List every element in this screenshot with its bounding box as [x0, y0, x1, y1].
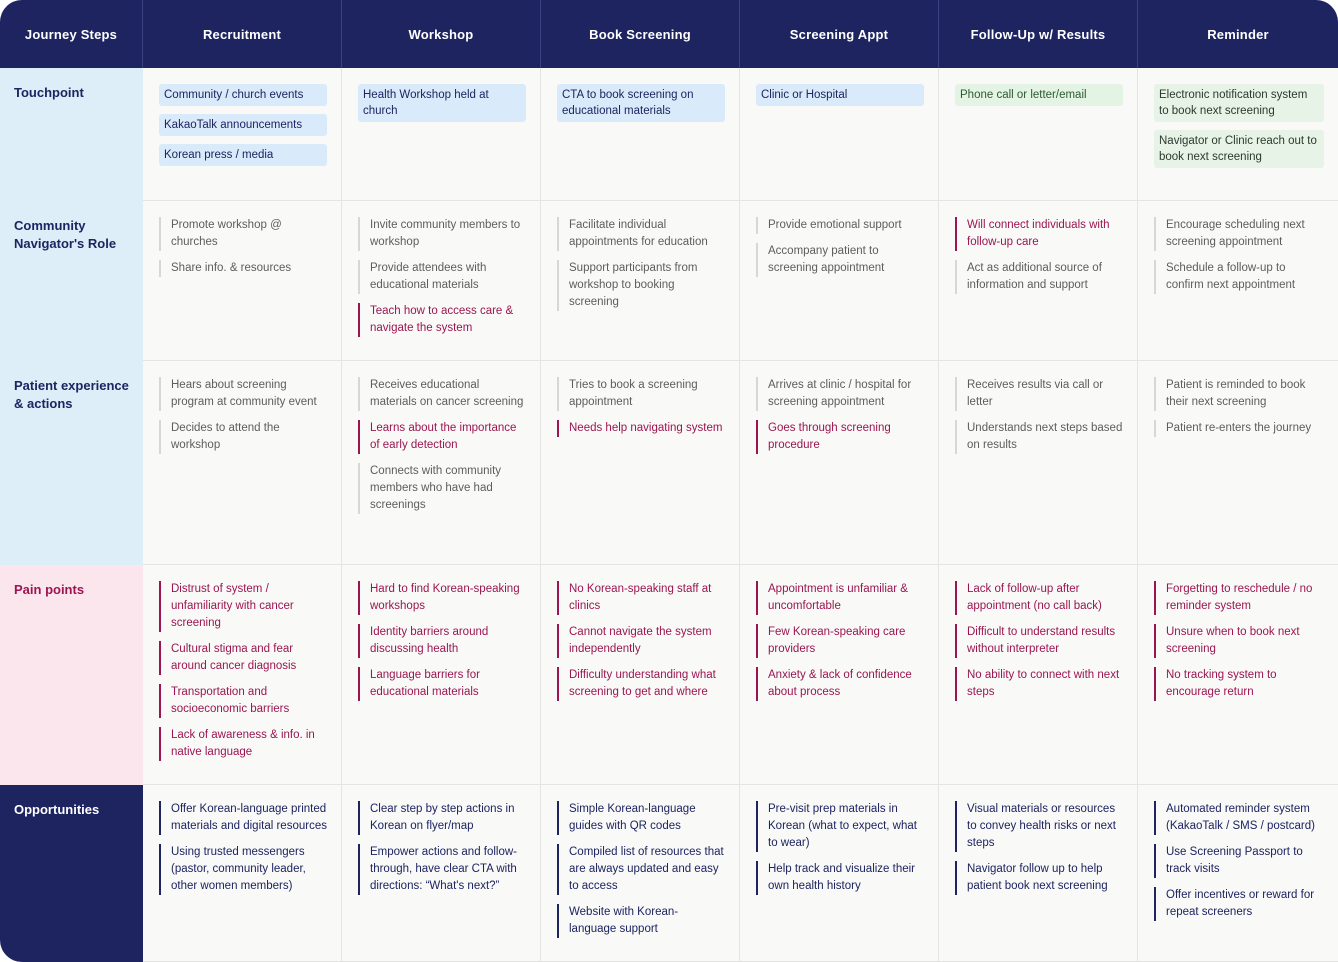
- navigator-note: Encourage scheduling next screening appointment: [1154, 217, 1324, 251]
- header-step-recruitment: Recruitment: [143, 0, 342, 68]
- pain-point: Forgetting to reschedule / no reminder system: [1154, 581, 1324, 615]
- patient-follow-up: [939, 361, 1138, 565]
- touchpoint-book-screening: [541, 68, 740, 201]
- patient-note: Tries to book a screening appointment: [557, 377, 725, 411]
- patient-note-highlight: Needs help navigating system: [557, 420, 725, 437]
- navigator-note: Schedule a follow-up to confirm next appointment: [1154, 260, 1324, 294]
- pain-point: Cultural stigma and fear around cancer diagnosis: [159, 641, 327, 675]
- patient-note: Patient is reminded to book their next screening: [1154, 377, 1324, 411]
- touchpoint-chip: KakaoTalk announcements: [159, 114, 327, 136]
- patient-note: Patient re-enters the journey: [1154, 420, 1324, 437]
- opportunity-item: Empower actions and follow-through, have clear CTA with directions: “What's next?”: [358, 844, 526, 895]
- touchpoint-chip: Navigator or Clinic reach out to book next screening: [1154, 130, 1324, 168]
- patient-reminder: [1138, 361, 1338, 565]
- patient-screening-appt: [740, 361, 939, 565]
- touchpoint-chip: Electronic notification system to book next screening: [1154, 84, 1324, 122]
- opportunity-item: Clear step by step actions in Korean on flyer/map: [358, 801, 526, 835]
- pain-point: Difficult to understand results without interpreter: [955, 624, 1123, 658]
- touchpoint-reminder: [1138, 68, 1338, 201]
- patient-note: Receives educational materials on cancer screening: [358, 377, 526, 411]
- pain-point: Unsure when to book next screening: [1154, 624, 1324, 658]
- row-patient-experience: [0, 361, 1338, 565]
- pain-point: Anxiety & lack of confidence about process: [756, 667, 924, 701]
- header-step-follow-up: Follow-Up w/ Results: [939, 0, 1138, 68]
- opportunity-item: Offer Korean-language printed materials and digital resources: [159, 801, 327, 835]
- patient-note-highlight: Learns about the importance of early detection: [358, 420, 526, 454]
- navigator-note: Facilitate individual appointments for education: [557, 217, 725, 251]
- opportunity-item: Using trusted messengers (pastor, community leader, other women members): [159, 844, 327, 895]
- navigator-note: Act as additional source of information and support: [955, 260, 1123, 294]
- pain-point: Transportation and socioeconomic barriers: [159, 684, 327, 718]
- header-step-reminder: Reminder: [1138, 0, 1338, 68]
- touchpoint-screening-appt: [740, 68, 939, 201]
- navigator-note: Provide emotional support: [756, 217, 924, 234]
- header-row: [0, 0, 1338, 68]
- navigator-follow-up: [939, 201, 1138, 361]
- touchpoint-chip: Community / church events: [159, 84, 327, 106]
- opportunity-screening-appt: [740, 785, 939, 962]
- pain-reminder: [1138, 565, 1338, 785]
- opportunity-item: Automated reminder system (KakaoTalk / SMS / postcard): [1154, 801, 1324, 835]
- pain-recruitment: [143, 565, 342, 785]
- patient-note-highlight: Goes through screening procedure: [756, 420, 924, 454]
- pain-point: Hard to find Korean-speaking workshops: [358, 581, 526, 615]
- patient-note: Understands next steps based on results: [955, 420, 1123, 454]
- pain-point: No ability to connect with next steps: [955, 667, 1123, 701]
- pain-point: Few Korean-speaking care providers: [756, 624, 924, 658]
- opportunity-reminder: [1138, 785, 1338, 962]
- touchpoint-chip: Health Workshop held at church: [358, 84, 526, 122]
- patient-note: Connects with community members who have had screenings: [358, 463, 526, 514]
- touchpoint-chip: CTA to book screening on educational materials: [557, 84, 725, 122]
- opportunity-item: Navigator follow up to help patient book next screening: [955, 861, 1123, 895]
- pain-point: No tracking system to encourage return: [1154, 667, 1324, 701]
- opportunity-item: Visual materials or resources to convey health risks or next steps: [955, 801, 1123, 852]
- opportunity-item: Pre-visit prep materials in Korean (what to expect, what to wear): [756, 801, 924, 852]
- touchpoint-chip: Phone call or letter/email: [955, 84, 1123, 106]
- navigator-note: Support participants from workshop to booking screening: [557, 260, 725, 311]
- pain-point: Lack of awareness & info. in native language: [159, 727, 327, 761]
- opportunity-item: Use Screening Passport to track visits: [1154, 844, 1324, 878]
- pain-point: Distrust of system / unfamiliarity with cancer screening: [159, 581, 327, 632]
- navigator-note: Invite community members to workshop: [358, 217, 526, 251]
- header-step-book-screening: Book Screening: [541, 0, 740, 68]
- opportunity-follow-up: [939, 785, 1138, 962]
- pain-workshop: [342, 565, 541, 785]
- row-touchpoint: [0, 68, 1338, 201]
- pain-point: Language barriers for educational materials: [358, 667, 526, 701]
- navigator-recruitment: [143, 201, 342, 361]
- touchpoint-chip: Korean press / media: [159, 144, 327, 166]
- navigator-reminder: [1138, 201, 1338, 361]
- opportunity-book-screening: [541, 785, 740, 962]
- navigator-book-screening: [541, 201, 740, 361]
- pain-point: Appointment is unfamiliar & uncomfortable: [756, 581, 924, 615]
- pain-point: Cannot navigate the system independently: [557, 624, 725, 658]
- opportunity-item: Website with Korean-language support: [557, 904, 725, 938]
- patient-workshop: [342, 361, 541, 565]
- opportunity-recruitment: [143, 785, 342, 962]
- patient-book-screening: [541, 361, 740, 565]
- row-label-patient-experience: Patient experience & actions: [0, 361, 143, 565]
- touchpoint-recruitment: [143, 68, 342, 201]
- opportunity-item: Offer incentives or reward for repeat screeners: [1154, 887, 1324, 921]
- navigator-note: Accompany patient to screening appointment: [756, 243, 924, 277]
- row-pain-points: [0, 565, 1338, 785]
- opportunity-item: Help track and visualize their own health history: [756, 861, 924, 895]
- navigator-note-highlight: Will connect individuals with follow-up care: [955, 217, 1123, 251]
- navigator-note: Promote workshop @ churches: [159, 217, 327, 251]
- row-navigator-role: [0, 201, 1338, 361]
- opportunity-workshop: [342, 785, 541, 962]
- touchpoint-follow-up: [939, 68, 1138, 201]
- row-opportunities: [0, 785, 1338, 962]
- opportunity-item: Simple Korean-language guides with QR codes: [557, 801, 725, 835]
- pain-point: No Korean-speaking staff at clinics: [557, 581, 725, 615]
- pain-point: Difficulty understanding what screening to get and where: [557, 667, 725, 701]
- header-step-screening-appt: Screening Appt: [740, 0, 939, 68]
- row-label-opportunities: Opportunities: [0, 785, 143, 962]
- patient-note: Receives results via call or letter: [955, 377, 1123, 411]
- touchpoint-workshop: [342, 68, 541, 201]
- pain-screening-appt: [740, 565, 939, 785]
- pain-follow-up: [939, 565, 1138, 785]
- navigator-note: Provide attendees with educational materials: [358, 260, 526, 294]
- pain-book-screening: [541, 565, 740, 785]
- navigator-screening-appt: [740, 201, 939, 361]
- patient-recruitment: [143, 361, 342, 565]
- row-label-navigator-role: Community Navigator's Role: [0, 201, 143, 361]
- touchpoint-chip: Clinic or Hospital: [756, 84, 924, 106]
- patient-note: Arrives at clinic / hospital for screening appointment: [756, 377, 924, 411]
- navigator-workshop: [342, 201, 541, 361]
- pain-point: Lack of follow-up after appointment (no call back): [955, 581, 1123, 615]
- patient-note: Hears about screening program at community event: [159, 377, 327, 411]
- row-label-touchpoint: Touchpoint: [0, 68, 143, 201]
- opportunity-item: Compiled list of resources that are always updated and easy to access: [557, 844, 725, 895]
- header-journey-steps: Journey Steps: [0, 0, 143, 68]
- navigator-note: Share info. & resources: [159, 260, 327, 277]
- header-step-workshop: Workshop: [342, 0, 541, 68]
- patient-note: Decides to attend the workshop: [159, 420, 327, 454]
- navigator-note-highlight: Teach how to access care & navigate the system: [358, 303, 526, 337]
- row-label-pain-points: Pain points: [0, 565, 143, 785]
- pain-point: Identity barriers around discussing health: [358, 624, 526, 658]
